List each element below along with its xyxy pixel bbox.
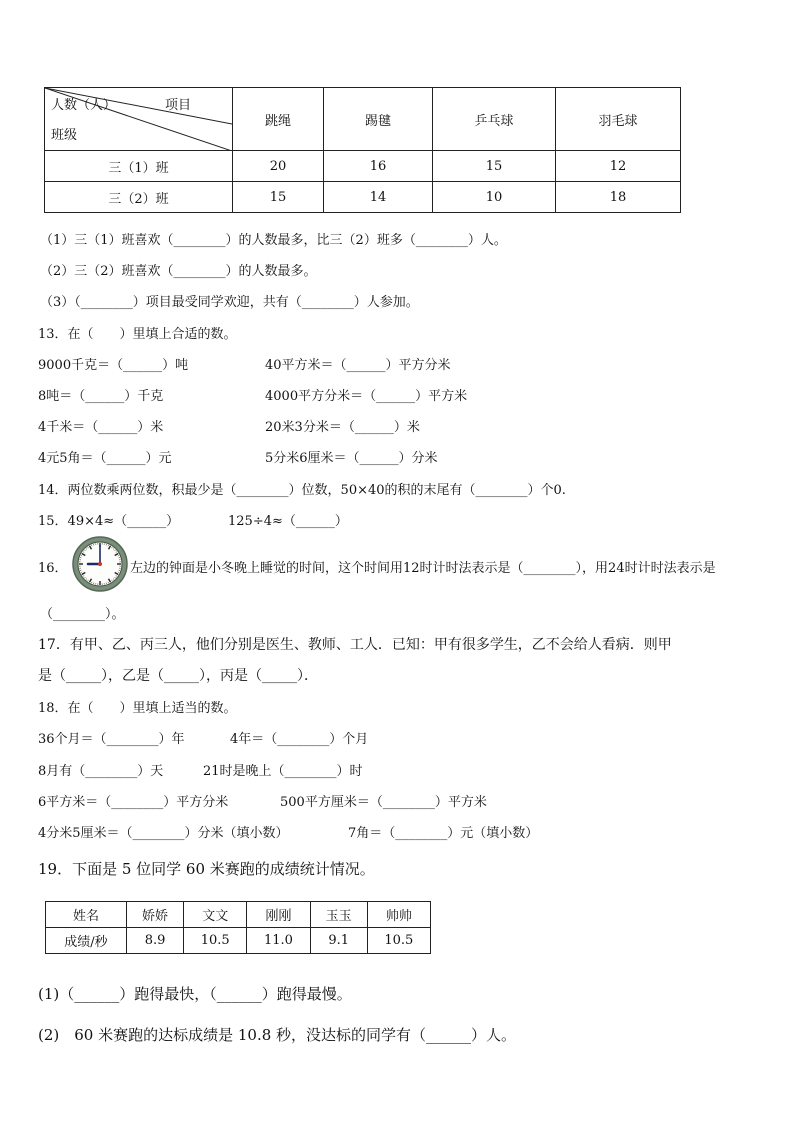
table-cell: 20 <box>233 151 324 182</box>
q19-part-1: (1)（______）跑得最快，（______）跑得最慢。 <box>38 985 352 1003</box>
q14-text: 14．两位数乘两位数，积最少是（________）位数，50×40的积的末尾有（________）个0. <box>38 483 566 498</box>
q18-item: 4年＝（________）个月 <box>230 732 369 747</box>
q13-item: 40平方米＝（______）平方分米 <box>265 358 451 373</box>
q12-line-1: （1）三（1）班喜欢（________）的人数最多，比三（2）班多（________）人。 <box>40 233 507 248</box>
table-row <box>45 151 681 182</box>
row-label: 三（2）班 <box>45 182 233 213</box>
table-cell: 15 <box>433 151 556 182</box>
table-header-cell: 文文 <box>184 902 247 928</box>
q12-line-3: （3）（________）项目最受同学欢迎，共有（________）人参加。 <box>40 295 419 310</box>
column-header: 羽毛球 <box>556 88 681 151</box>
table-cell: 16 <box>324 151 433 182</box>
q13-item: 4000平方分米＝（______）平方米 <box>265 389 468 404</box>
table-row <box>46 928 431 954</box>
table-header-row <box>46 902 431 928</box>
table-cell: 10.5 <box>184 928 247 954</box>
race-results-table <box>45 901 431 954</box>
header-class-label: 班级 <box>51 128 78 143</box>
table-cell: 14 <box>324 182 433 213</box>
table-cell: 10.5 <box>367 928 430 954</box>
table-cell: 12 <box>556 151 681 182</box>
q13-title: 13．在（ ）里填上合适的数。 <box>38 327 237 342</box>
q18-item: 4分米5厘米＝（________）分米（填小数） <box>38 826 289 841</box>
table-row <box>45 182 681 213</box>
sports-table <box>44 87 681 213</box>
column-header: 踢毽 <box>324 88 433 151</box>
q16-tail: （________）。 <box>40 607 125 622</box>
table-header-cell: 娇娇 <box>127 902 184 928</box>
table-cell: 11.0 <box>247 928 310 954</box>
q13-item: 8吨＝（______）千克 <box>38 389 164 404</box>
header-item-label: 项目 <box>165 98 192 113</box>
q13-item: 4元5角＝（______）元 <box>38 451 172 466</box>
q18-item: 500平方厘米＝（________）平方米 <box>280 795 487 810</box>
q16-text: 左边的钟面是小冬晚上睡觉的时间，这个时间用12时计时法表示是（________），用24时计时法表示是 <box>130 561 716 576</box>
q12-line-2: （2）三（2）班喜欢（________）的人数最多。 <box>40 264 317 279</box>
q13-item: 20米3分米＝（______）米 <box>265 420 420 435</box>
table-cell: 10 <box>433 182 556 213</box>
table-cell: 8.9 <box>127 928 184 954</box>
clock-icon <box>70 536 130 592</box>
q18-item: 21时是晚上（________）时 <box>203 764 363 779</box>
diagonal-header-cell <box>45 88 233 151</box>
q18-title: 18．在（ ）里填上适当的数。 <box>38 701 237 716</box>
column-header: 乒乓球 <box>433 88 556 151</box>
table-header-cell: 姓名 <box>46 902 127 928</box>
q17-line-2: 是（_____），乙是（_____），丙是（_____）． <box>38 668 318 684</box>
q15-a: 15．49×4≈（______） <box>38 514 180 529</box>
q13-item: 9000千克＝（______）吨 <box>38 358 189 373</box>
column-header: 跳绳 <box>233 88 324 151</box>
table-cell: 18 <box>556 182 681 213</box>
row-label: 三（1）班 <box>45 151 233 182</box>
q19-part-2: (2) 60 米赛跑的达标成绩是 10.8 秒，没达标的同学有（______）人。 <box>38 1026 517 1044</box>
q13-item: 5分米6厘米＝（______）分米 <box>265 451 438 466</box>
q18-item: 7角＝（________）元（填小数） <box>348 826 539 841</box>
q18-item: 8月有（________）天 <box>38 764 164 779</box>
header-count-label: 人数（人） <box>51 98 117 113</box>
q13-item: 4千米＝（______）米 <box>38 420 164 435</box>
q15-b: 125÷4≈（______） <box>228 514 348 529</box>
table-cell: 9.1 <box>310 928 367 954</box>
table-header-cell: 帅帅 <box>367 902 430 928</box>
table-cell: 成绩/秒 <box>46 928 127 954</box>
q18-item: 6平方米＝（________）平方分米 <box>38 795 229 810</box>
table-header-cell: 玉玉 <box>310 902 367 928</box>
q17-line-1: 17．有甲、乙、丙三人，他们分别是医生、教师、工人．已知：甲有很多学生，乙不会给人看病．则甲 <box>38 637 672 653</box>
q19-title: 19．下面是 5 位同学 60 米赛跑的成绩统计情况。 <box>38 860 375 878</box>
table-cell: 15 <box>233 182 324 213</box>
q16-number: 16． <box>38 561 68 576</box>
q18-item: 36个月＝（________）年 <box>38 732 185 747</box>
table-header-cell: 刚刚 <box>247 902 310 928</box>
